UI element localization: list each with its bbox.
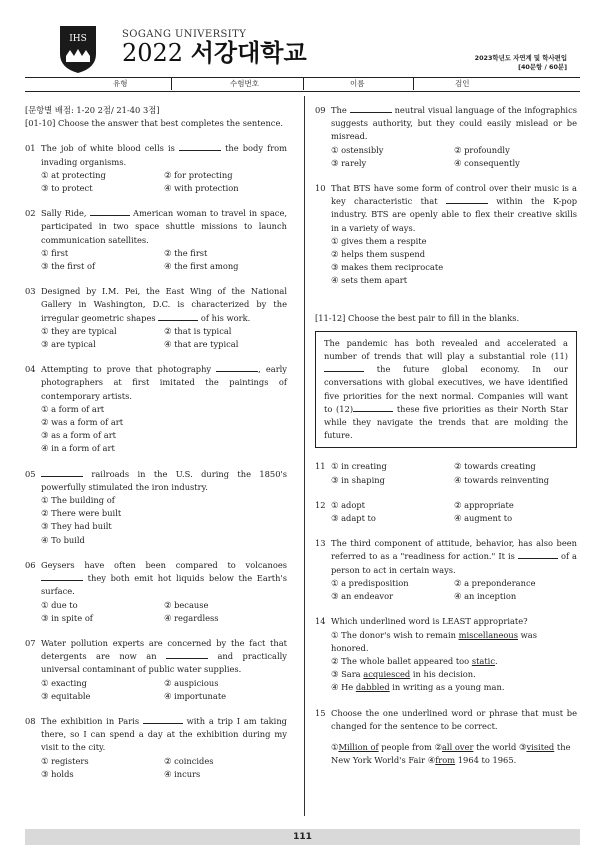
option-2[interactable]: ② coincides (164, 755, 214, 766)
option-4[interactable]: ④ in a form of art (41, 443, 115, 454)
option-3[interactable]: ③ holds (41, 768, 74, 779)
option-4[interactable]: ④ sets them apart (331, 275, 408, 286)
option-4[interactable]: ④ consequently (454, 157, 520, 168)
option-2[interactable]: ② auspicious (164, 677, 219, 688)
option-1[interactable]: ① first (41, 247, 69, 258)
exam-year: 2022 (122, 39, 184, 67)
option-3[interactable]: ③ Sara acquiesced in his decision. (331, 669, 476, 680)
question-14: 14 Which underlined word is LEAST appropriate? ① The donor's wish to remain miscellaneous was honored. ② The whole ballet appeared too static. ③ Sara acquiesced in his decision. ④ He dabbled in writing as a young man. (315, 615, 577, 694)
option-4[interactable]: ④ incurs (164, 768, 201, 779)
option-3[interactable]: ③ adapt to (331, 513, 376, 524)
question-07: 07 Water pollution experts are concerned by the fact that detergents are now an and practically universal contaminant of public water supplies. ① exacting ② auspicious ③ equitable ④ importunate (25, 637, 287, 703)
question-02: 02 Sally Ride, American woman to travel in space, participated in two space shuttle missions to launch communication satellites. ① first ② the first ③ the first of ④ the first among (25, 207, 287, 273)
question-06: 06 Geysers have often been compared to volcanoes they both emit hot liquids below the Earth's surface. ① due to ② because ③ in spite of ④ regardless (25, 559, 287, 625)
underlined-option-2[interactable]: all over (441, 741, 474, 752)
option-1[interactable]: ① ostensibly (331, 144, 384, 155)
answer-blank (350, 104, 392, 113)
instruction-11-12: [11-12] Choose the best pair to fill in the blanks. (315, 312, 520, 323)
question-08: 08 The exhibition in Paris with a trip I am taking there, so I can spend a day at the exhibition during my visit to the city. ① registers ② coincides ③ holds ④ incurs (25, 715, 287, 781)
option-4[interactable]: ④ importunate (164, 690, 227, 701)
option-4[interactable]: ④ He dabbled in writing as a young man. (331, 682, 505, 693)
university-korean-name: 서강대학교 (190, 39, 307, 67)
exam-title (122, 39, 307, 67)
scoring-note: [문항별 배점: 1-20 2점/ 21-40 3점] (25, 105, 160, 115)
answer-blank (143, 715, 183, 724)
option-2[interactable]: ② a preponderance (454, 577, 536, 588)
question-12: 12 ① adopt ② appropriate ③ adapt to ④ augment to (315, 499, 577, 525)
option-3[interactable]: ③ to protect (41, 183, 93, 194)
option-2[interactable]: ② The whole ballet appeared too static. (331, 655, 498, 666)
university-shield-logo (58, 24, 98, 74)
answer-blank (518, 550, 558, 559)
page-header (0, 0, 605, 92)
exam-info (475, 54, 567, 72)
option-3[interactable]: ③ rarely (331, 157, 367, 168)
option-1[interactable]: ① adopt (331, 499, 365, 510)
option-2[interactable]: ② profoundly (454, 144, 510, 155)
option-4[interactable]: ④ towards reinventing (454, 474, 550, 485)
option-4[interactable]: ④ regardless (164, 612, 219, 623)
option-2[interactable]: ② the first (164, 247, 208, 258)
option-2[interactable]: ② for protecting (164, 169, 233, 180)
passage-blank-11 (324, 363, 364, 372)
option-1[interactable]: ① due to (41, 599, 78, 610)
question-15: 15 Choose the one underlined word or phrase that must be changed for the sentence to be correct. ①Million of people from ②all over the world ③visited the New York World's Fair ④from 1964 to 1965. (315, 707, 577, 768)
option-2[interactable]: ② that is typical (164, 325, 232, 336)
option-4[interactable]: ④ the first among (164, 261, 239, 272)
answer-blank (41, 572, 83, 581)
option-2[interactable]: ② was a form of art (41, 417, 124, 428)
option-4[interactable]: ④ with protection (164, 183, 239, 194)
logo-text: IHS (69, 34, 87, 44)
option-3[interactable]: ③ They had built (41, 521, 112, 532)
underlined-option-4[interactable]: from (435, 755, 456, 766)
option-3[interactable]: ③ in spite of (41, 612, 93, 623)
option-2[interactable]: ② because (164, 599, 209, 610)
candidate-info-bar (25, 77, 580, 92)
option-1[interactable]: ① The donor's wish to remain miscellaneous was honored. (331, 629, 537, 653)
option-4[interactable]: ④ To build (41, 534, 85, 545)
exam-length: [40문항 / 60분] (518, 63, 567, 71)
question-01: 01 The job of white blood cells is the body from invading organisms. ① at protecting ② for protecting ③ to protect ④ with protection (25, 142, 287, 195)
option-3[interactable]: ③ are typical (41, 339, 96, 350)
option-3[interactable]: ③ the first of (41, 261, 96, 272)
option-1[interactable]: ① gives them a respite (331, 235, 427, 246)
right-column (315, 104, 577, 779)
option-1[interactable]: ① at protecting (41, 169, 106, 180)
question-10: 10 That BTS have some form of control over their music is a key characteristic that within the K-pop industry. BTS are openly able to flex their creative skills in a variety of ways. ① gives them a respite ② helps them suspend ③ makes them reciprocate ④ sets them apart (315, 182, 577, 288)
option-3[interactable]: ③ in shaping (331, 474, 385, 485)
error-sentence: ①Million of people from ②all over the world ③visited the New York World's Fair ④from 1964 to 1965. (331, 741, 571, 766)
info-type-label: 유형 (113, 79, 128, 88)
option-1[interactable]: ① a predisposition (331, 577, 409, 588)
answer-blank (166, 650, 208, 659)
underlined-option-3[interactable]: visited (526, 741, 555, 752)
university-english-name: SOGANG UNIVERSITY (122, 29, 247, 40)
option-3[interactable]: ③ makes them reciprocate (331, 262, 444, 273)
reading-passage: The pandemic has both revealed and accelerated a number of trends that will play a substantial role (11) the future global economy. In our conversations with global executives, we have identified five priorities for the next normal. Companies will want to (12) these five priorities as their North Star while they navigate the trends that are molding the future. (315, 331, 577, 449)
option-3[interactable]: ③ equitable (41, 690, 91, 701)
page-number: 111 (25, 829, 580, 845)
passage-blank-12 (353, 403, 393, 412)
question-11: 11 ① in creating ② towards creating ③ in shaping ④ towards reinventing (315, 460, 577, 486)
option-1[interactable]: ① a form of art (41, 403, 105, 414)
option-4[interactable]: ④ that are typical (164, 339, 239, 350)
option-4[interactable]: ④ augment to (454, 513, 513, 524)
answer-blank (158, 312, 198, 321)
info-exam-number-label: 수험번호 (230, 79, 259, 88)
option-2[interactable]: ② appropriate (454, 499, 514, 510)
info-name-label: 이름 (350, 79, 365, 88)
option-4[interactable]: ④ an inception (454, 591, 517, 602)
left-column (25, 104, 287, 793)
question-09: 09 The neutral visual language of the infographics suggests authority, but they could easily mislead or be misread. ① ostensibly ② profoundly ③ rarely ④ consequently (315, 104, 577, 170)
exam-type: 2023학년도 자연계 및 학사편입 (474, 54, 567, 62)
column-divider (304, 96, 305, 816)
option-1[interactable]: ① in creating (331, 461, 387, 472)
option-3[interactable]: ③ as a form of art (41, 430, 116, 441)
option-1[interactable]: ① registers (41, 755, 89, 766)
question-04: 04 Attempting to prove that photography , early photographers at first imitated the paintings of contemporary artists. ① a form of art ② was a form of art ③ as a form of art ④ in a form of art (25, 363, 287, 455)
option-1[interactable]: ① they are typical (41, 325, 117, 336)
question-13: 13 The third component of attitude, behavior, has also been referred to as a "readiness for action." It is of a person to act in certain ways. ① a predisposition ② a preponderance ③ an endeavor ④ an inception (315, 537, 577, 603)
option-2[interactable]: ② helps them suspend (331, 249, 426, 260)
answer-blank (179, 142, 221, 151)
option-3[interactable]: ③ an endeavor (331, 591, 394, 602)
answer-blank (446, 195, 488, 204)
answer-blank (90, 207, 130, 216)
option-1[interactable]: ① exacting (41, 677, 87, 688)
answer-blank (41, 468, 83, 477)
option-2[interactable]: ② towards creating (454, 461, 536, 472)
instruction-01-10: [01-10] Choose the answer that best completes the sentence. (25, 118, 283, 129)
underlined-option-1[interactable]: Million of (338, 741, 379, 752)
option-1[interactable]: ① The building of (41, 495, 115, 506)
question-05: 05 railroads in the U.S. during the 1850's powerfully stimulated the iron industry. ① The building of ② There were built ③ They had built ④ To build (25, 468, 287, 547)
info-seal-label: 검인 (455, 79, 470, 88)
option-2[interactable]: ② There were built (41, 508, 122, 519)
question-03: 03 Designed by I.M. Pei, the East Wing of the National Gallery in Washington, D.C. is characterized by the irregular geometric shapes of his work. ① they are typical ② that is typical ③ are typical ④ that are typical (25, 285, 287, 351)
answer-blank (216, 363, 258, 372)
